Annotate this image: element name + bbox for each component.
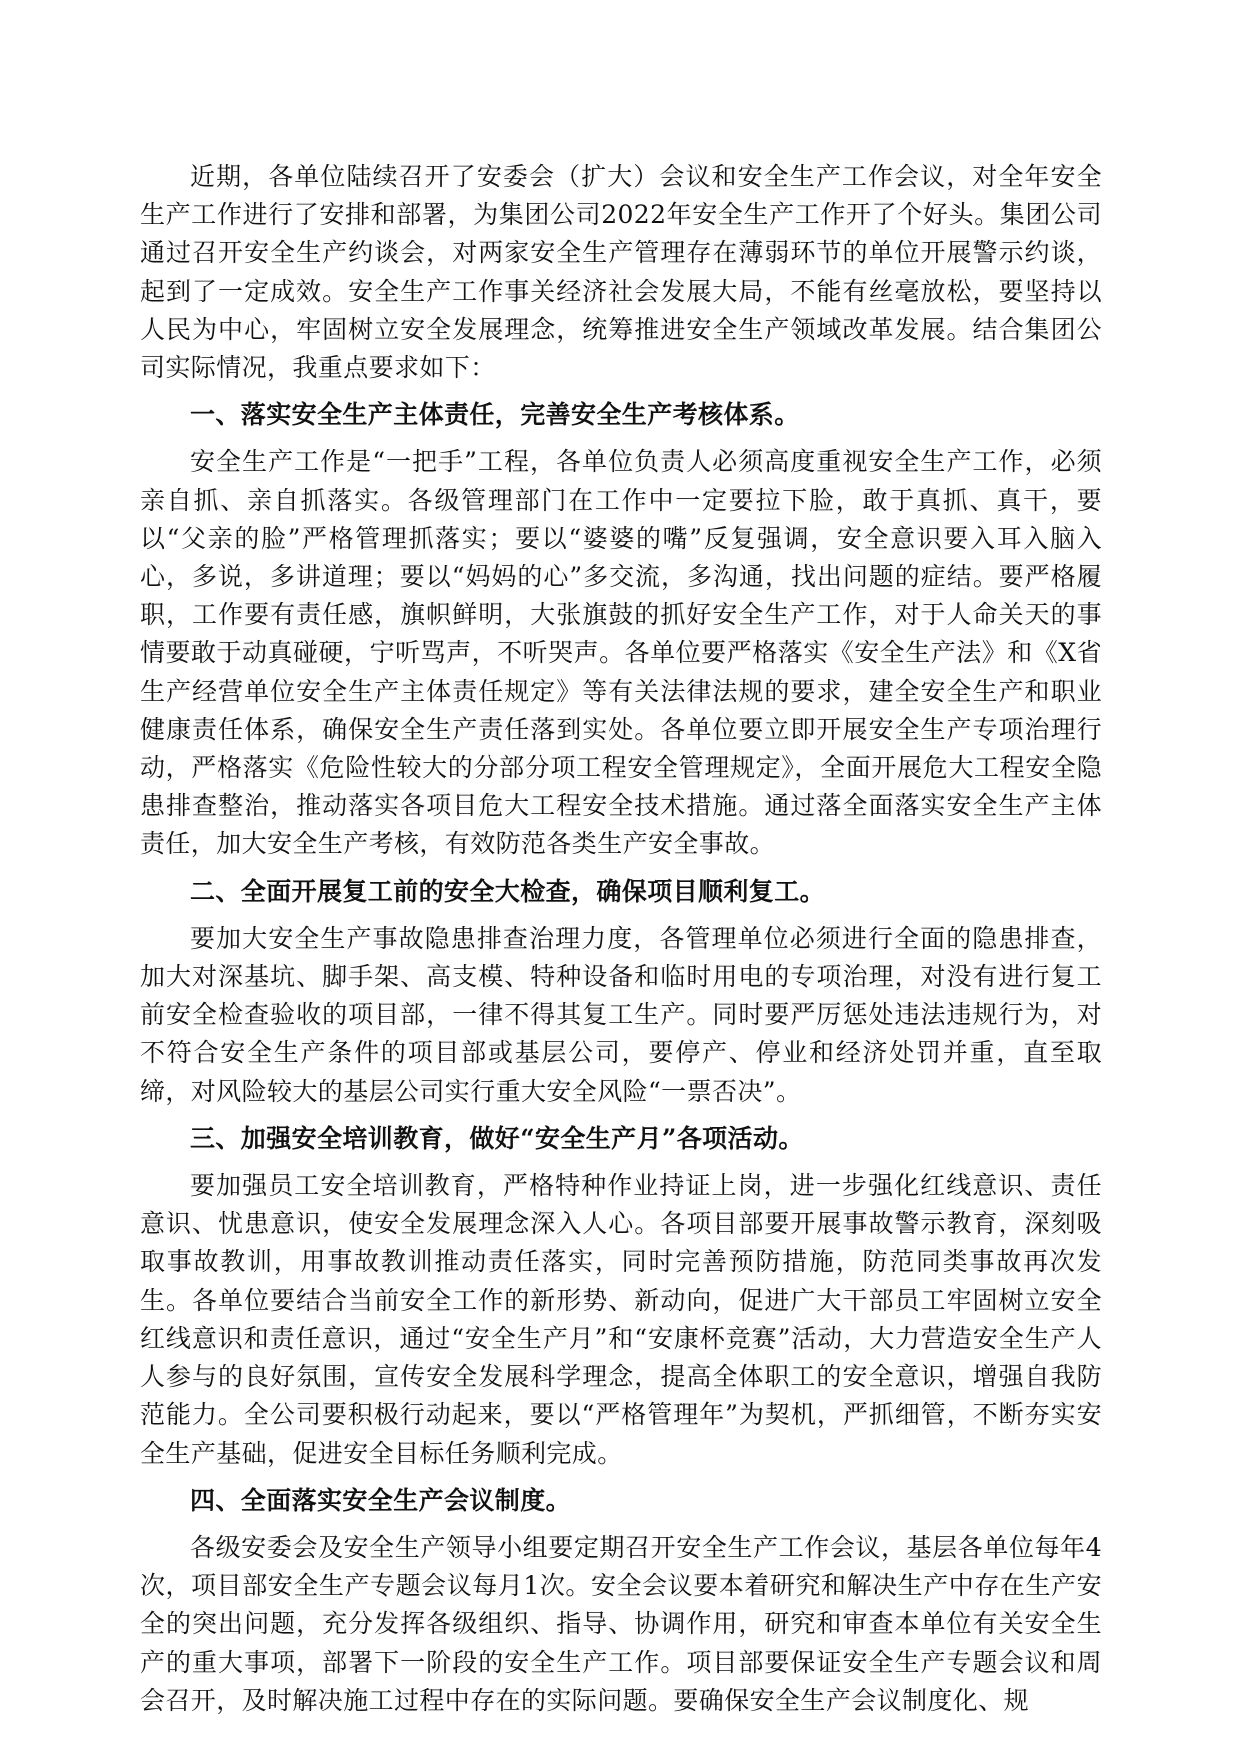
document-page: [140, 158, 1102, 1720]
section-body-1: 安全生产工作是“一把手”工程，各单位负责人必须高度重视安全生产工作，必须亲自抓、亲自抓落实。各级管理部门在工作中一定要拉下脸，敢于真抓、真干，要以“父亲的脸”严格管理抓落实；要以“婆婆的嘴”反复强调，安全意识要入耳入脑入心，多说，多讲道理；要以“妈妈的心”多交流，多沟通，找出问题的症结。要严格履职，工作要有责任感，旗帜鲜明，大张旗鼓的抓好安全生产工作，对于人命关天的事情要敢于动真碰硬，宁听骂声，不听哭声。各单位要严格落实《安全生产法》和《X省生产经营单位安全生产主体责任规定》等有关法律法规的要求，建全安全生产和职业健康责任体系，确保安全生产责任落到实处。各单位要立即开展安全生产专项治理行动，严格落实《危险性较大的分部分项工程安全管理规定》，全面开展危大工程安全隐患排查整治，推动落实各项目危大工程安全技术措施。通过落全面落实安全生产主体责任，加大安全生产考核，有效防范各类生产安全事故。: [140, 447, 1102, 859]
section-body-2: 要加大安全生产事故隐患排查治理力度，各管理单位必须进行全面的隐患排查，加大对深基坑、脚手架、高支模、特种设备和临时用电的专项治理，对没有进行复工前安全检查验收的项目部，一律不得其复工生产。同时要严厉惩处违法违规行为，对不符合安全生产条件的项目部或基层公司，要停产、停业和经济处罚并重，直至取缔，对风险较大的基层公司实行重大安全风险“一票否决”。: [140, 923, 1102, 1106]
section-heading-4: 四、全面落实安全生产会议制度。: [190, 1485, 572, 1515]
section-heading-1: 一、落实安全生产主体责任，完善安全生产考核体系。: [190, 400, 800, 430]
intro-paragraph: 近期，各单位陆续召开了安委会（扩大）会议和安全生产工作会议，对全年安全生产工作进行了安排和部署，为集团公司2022年安全生产工作开了个好头。集团公司通过召开安全生产约谈会，对两家安全生产管理存在薄弱环节的单位开展警示约谈，起到了一定成效。安全生产工作事关经济社会发展大局，不能有丝毫放松，要坚持以人民为中心，牢固树立安全发展理念，统筹推进安全生产领域改革发展。结合集团公司实际情况，我重点要求如下：: [140, 162, 1102, 383]
section-heading-3: 三、加强安全培训教育，做好“安全生产月”各项活动。: [190, 1123, 804, 1153]
section-heading-2: 二、全面开展复工前的安全大检查，确保项目顺利复工。: [190, 876, 826, 906]
section-body-3: 要加强员工安全培训教育，严格特种作业持证上岗，进一步强化红线意识、责任意识、忧患意识，使安全发展理念深入人心。各项目部要开展事故警示教育，深刻吸取事故教训，用事故教训推动责任落实，同时完善预防措施，防范同类事故再次发生。各单位要结合当前安全工作的新形势、新动向，促进广大干部员工牢固树立安全红线意识和责任意识，通过“安全生产月”和“安康杯竞赛”活动，大力营造安全生产人人参与的良好氛围，宣传安全发展科学理念，提高全体职工的安全意识，增强自我防范能力。全公司要积极行动起来，要以“严格管理年”为契机，严抓细管，不断夯实安全生产基础，促进安全目标任务顺利完成。: [140, 1171, 1102, 1468]
section-body-4: 各级安委会及安全生产领导小组要定期召开安全生产工作会议，基层各单位每年4次，项目部安全生产专题会议每月1次。安全会议要本着研究和解决生产中存在生产安全的突出问题，充分发挥各级组织、指导、协调作用，研究和审查本单位有关安全生产的重大事项，部署下一阶段的安全生产工作。项目部要保证安全生产专题会议和周会召开，及时解决施工过程中存在的实际问题。要确保安全生产会议制度化、规: [140, 1532, 1102, 1715]
